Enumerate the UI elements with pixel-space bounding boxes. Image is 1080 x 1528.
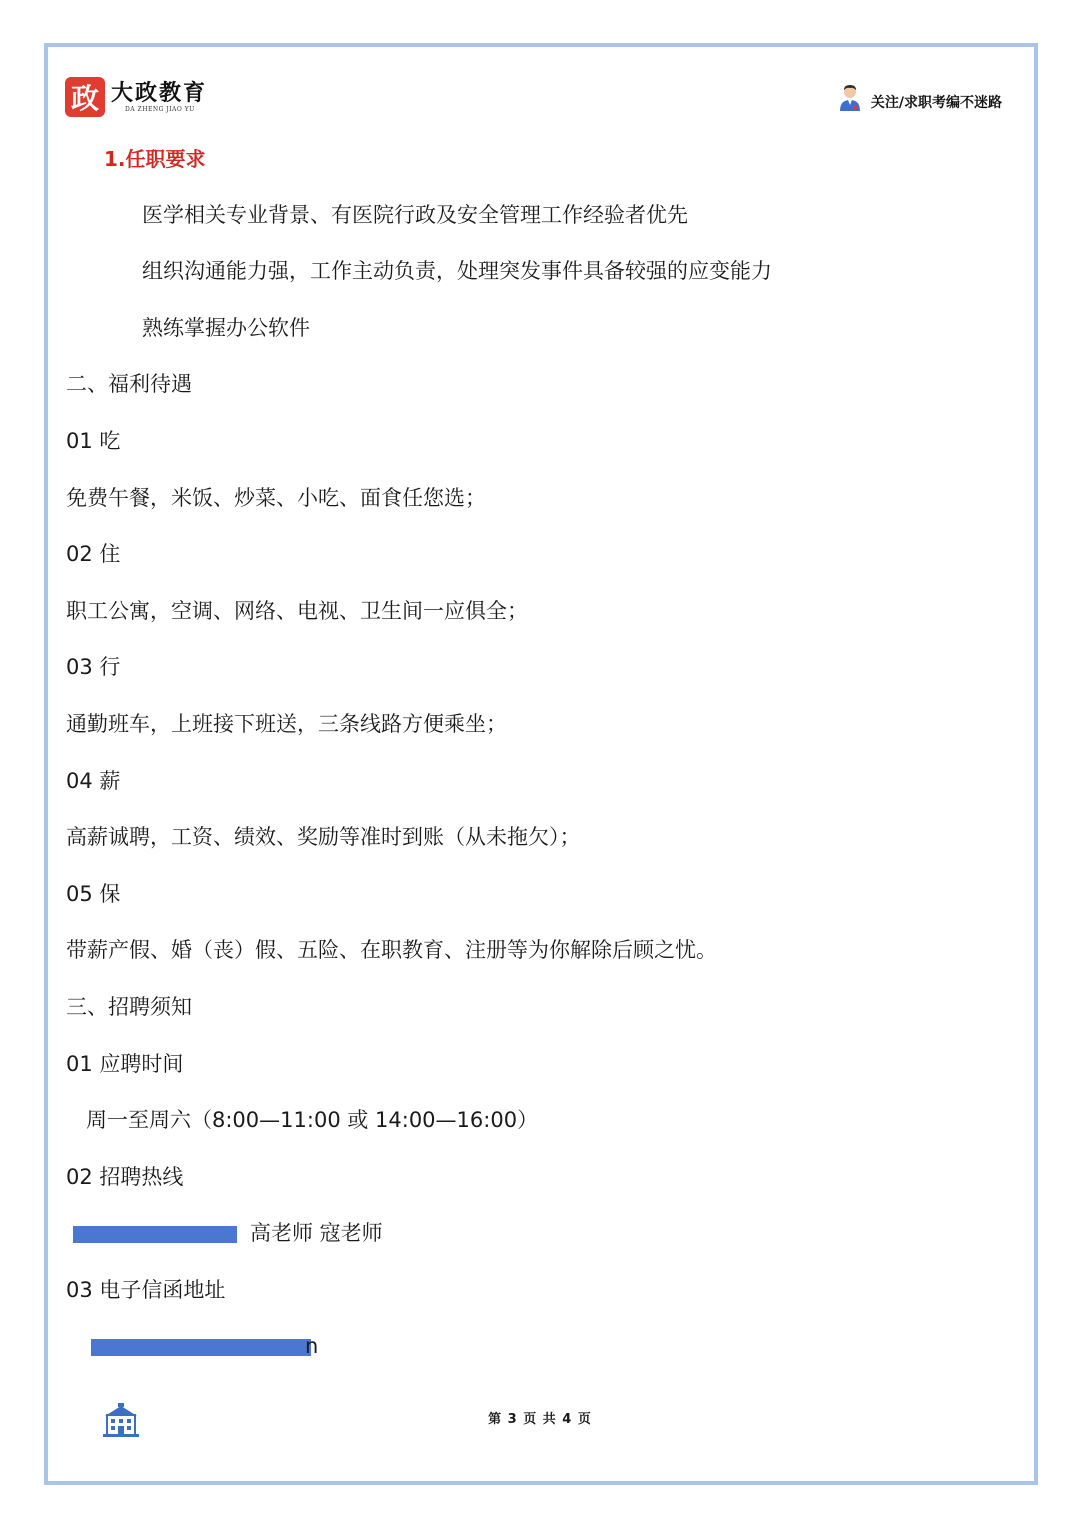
contact-names: 高老师 寇老师: [250, 1221, 383, 1245]
requirement-item: 熟练掌握办公软件: [142, 316, 310, 340]
redacted-email: [91, 1339, 311, 1356]
benefit-text: 带薪产假、婚（丧）假、五险、在职教育、注册等为你解除后顾之忧。: [66, 938, 717, 962]
page-number: 第 3 页 共 4 页: [488, 1412, 592, 1427]
benefit-text: 高薪诚聘，工资、绩效、奖励等准时到账（从未拖欠）；: [66, 825, 581, 849]
person-icon: [839, 84, 861, 112]
benefit-text: 免费午餐，米饭、炒菜、小吃、面食任您选；: [66, 486, 486, 510]
notice-title: 03 电子信函地址: [66, 1278, 226, 1302]
notice-text: 周一至周六（8:00—11:00 或 14:00—16:00）: [86, 1108, 539, 1132]
benefits-heading: 二、福利待遇: [66, 372, 192, 396]
redacted-phone: [73, 1226, 237, 1243]
follow-banner: [839, 92, 1002, 112]
benefit-text: 职工公寓，空调、网络、电视、卫生间一应俱全；: [66, 599, 528, 623]
email-tail: n: [305, 1334, 319, 1358]
requirement-item: 医学相关专业背景、有医院行政及安全管理工作经验者优先: [142, 203, 688, 227]
logo-en: DA ZHENG JIAO YU: [125, 106, 195, 113]
notice-title: 01 应聘时间: [66, 1052, 184, 1076]
benefit-title: 03 行: [66, 655, 121, 679]
logo-text: [111, 80, 207, 114]
logo-mark: 政: [65, 77, 105, 117]
benefit-title: 01 吃: [66, 429, 121, 453]
logo-cn: 大政教育: [111, 80, 208, 106]
benefit-text: 通勤班车，上班接下班送，三条线路方便乘坐；: [66, 712, 507, 736]
requirement-item: 组织沟通能力强，工作主动负责，处理突发事件具备较强的应变能力: [142, 259, 772, 283]
follow-text: 关注/求职考编不迷路: [870, 95, 1002, 111]
notice-heading: 三、招聘须知: [66, 995, 192, 1019]
notice-title: 02 招聘热线: [66, 1165, 184, 1189]
brand-logo: [65, 77, 207, 117]
benefit-title: 04 薪: [66, 769, 121, 793]
requirements-heading: 1.任职要求: [104, 147, 206, 171]
benefit-title: 02 住: [66, 542, 121, 566]
benefit-title: 05 保: [66, 882, 121, 906]
